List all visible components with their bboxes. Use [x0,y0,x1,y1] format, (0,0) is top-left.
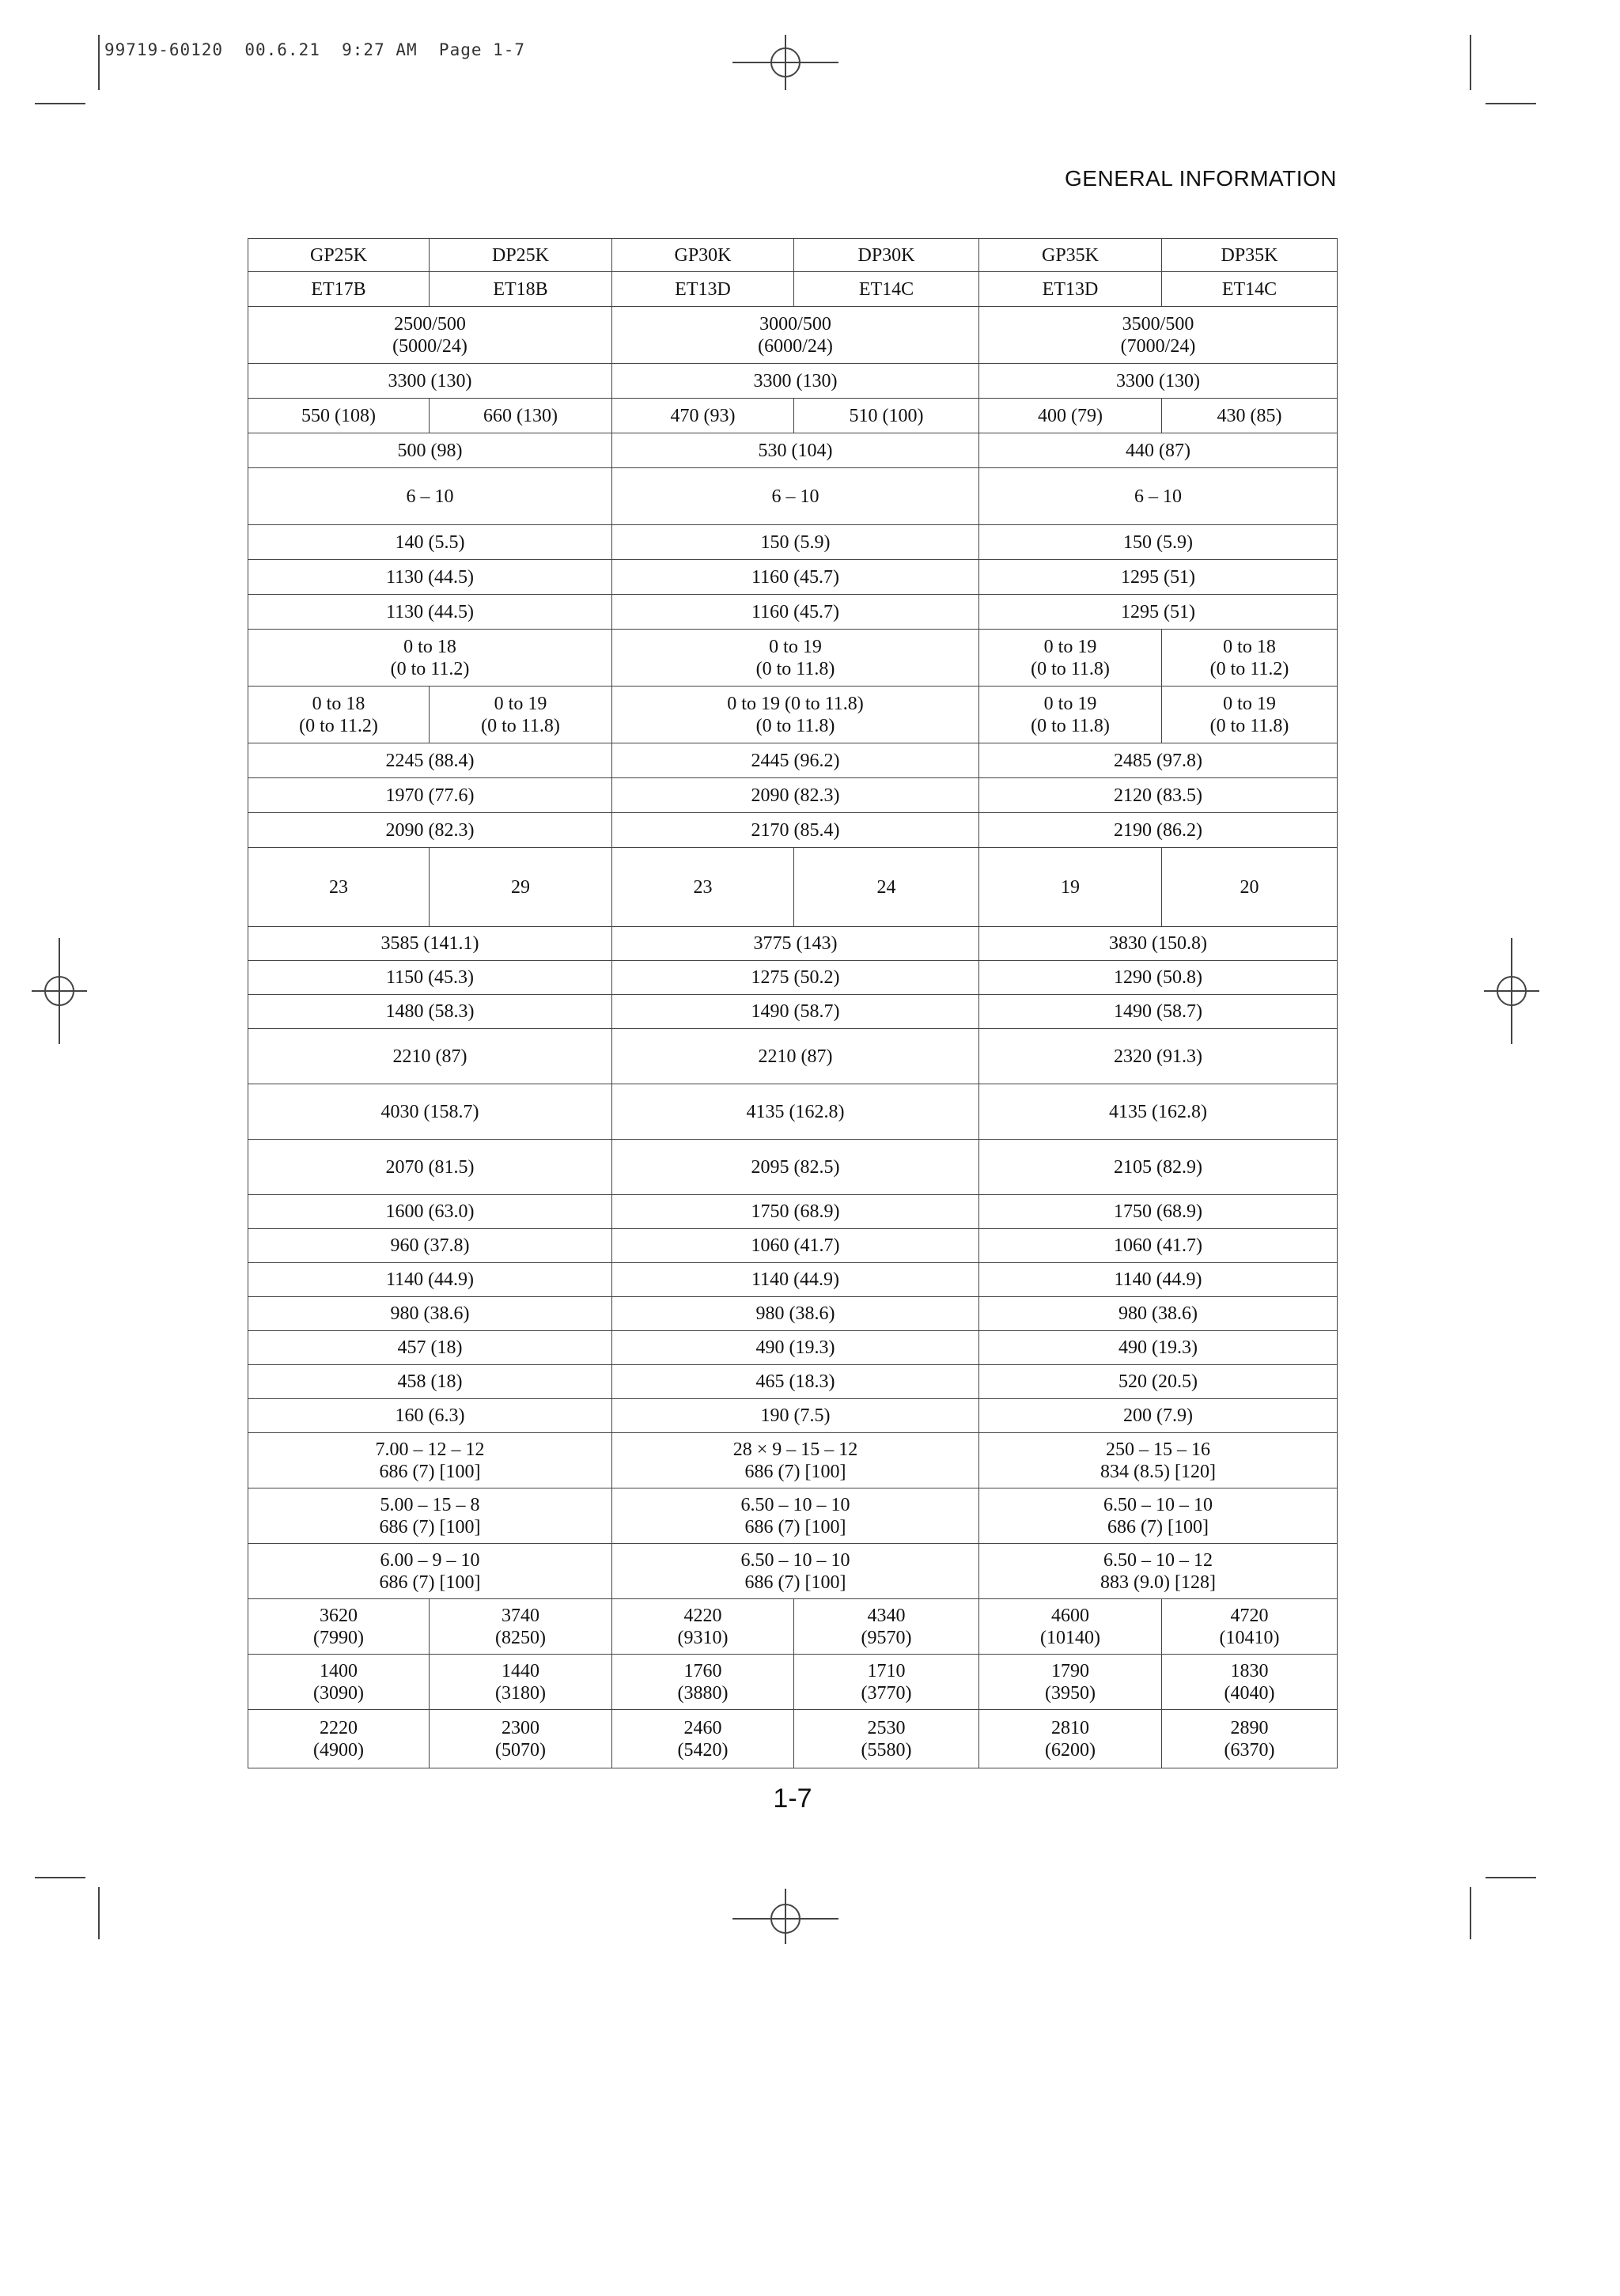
spec-value-cell: 140 (5.5) [248,525,612,560]
spec-value-cell: 3620 (7990) [248,1599,430,1655]
spec-value-cell: 200 (7.9) [979,1399,1338,1433]
spec-value-cell: 1160 (45.7) [612,595,979,630]
spec-value-cell: 250 – 15 – 16 834 (8.5) [120] [979,1433,1338,1488]
spec-row [248,961,1338,995]
spec-row [248,1599,1338,1655]
spec-value-cell: 1970 (77.6) [248,778,612,813]
spec-value-cell: 1790 (3950) [979,1655,1162,1710]
spec-value-cell: 1480 (58.3) [248,995,612,1029]
spec-value-cell: 3740 (8250) [430,1599,612,1655]
spec-value-cell: 1760 (3880) [612,1655,794,1710]
spec-value-cell: 1440 (3180) [430,1655,612,1710]
spec-value-cell: 1160 (45.7) [612,560,979,595]
spec-value-cell: 3830 (150.8) [979,927,1338,961]
spec-value-cell: 4600 (10140) [979,1599,1162,1655]
spec-value-cell: 457 (18) [248,1331,612,1365]
variant-cell: ET13D [612,272,794,307]
spec-value-cell: 4220 (9310) [612,1599,794,1655]
spec-value-cell: 2210 (87) [248,1029,612,1084]
spec-value-cell: 6.50 – 10 – 10 686 (7) [100] [612,1544,979,1599]
variant-cell: ET18B [430,272,612,307]
spec-value-cell: 1830 (4040) [1162,1655,1338,1710]
spec-value-cell: 19 [979,848,1162,927]
spec-value-cell: 470 (93) [612,399,794,433]
spec-row [248,1365,1338,1399]
spec-value-cell: 2890 (6370) [1162,1710,1338,1768]
spec-value-cell: 4135 (162.8) [979,1084,1338,1140]
spec-value-cell: 2445 (96.2) [612,743,979,778]
registration-mark-left-circle [44,976,74,1006]
crop-mark-bottom-right-horizontal [1486,1877,1536,1878]
crop-mark-top-right-vertical [1470,35,1471,90]
spec-row [248,1399,1338,1433]
spec-value-cell: 0 to 18 (0 to 11.2) [248,687,430,743]
variant-cell: ET14C [1162,272,1338,307]
spec-value-cell: 500 (98) [248,433,612,468]
spec-value-cell: 20 [1162,848,1338,927]
spec-value-cell: 2485 (97.8) [979,743,1338,778]
spec-value-cell: 4135 (162.8) [612,1084,979,1140]
spec-value-cell: 0 to 19 (0 to 11.8) [430,687,612,743]
spec-row [248,778,1338,813]
spec-value-cell: 2090 (82.3) [248,813,612,848]
spec-value-cell: 0 to 19 (0 to 11.8) [979,687,1162,743]
variant-cell: ET13D [979,272,1162,307]
registration-mark-right-circle [1497,976,1527,1006]
spec-value-cell: 1295 (51) [979,560,1338,595]
spec-value-cell: 1750 (68.9) [979,1195,1338,1229]
spec-value-cell: 530 (104) [612,433,979,468]
spec-value-cell: 430 (85) [1162,399,1338,433]
spec-value-cell: 7.00 – 12 – 12 686 (7) [100] [248,1433,612,1488]
spec-value-cell: 2210 (87) [612,1029,979,1084]
spec-row [248,1488,1338,1544]
spec-value-cell: 510 (100) [794,399,979,433]
spec-value-cell: 3585 (141.1) [248,927,612,961]
crop-mark-bottom-left-horizontal [35,1877,85,1878]
spec-value-cell: 1275 (50.2) [612,961,979,995]
spec-value-cell: 0 to 19 (0 to 11.8) (0 to 11.8) [612,687,979,743]
spec-value-cell: 1140 (44.9) [979,1263,1338,1297]
spec-row [248,1029,1338,1084]
model-cell: DP30K [794,239,979,272]
crop-mark-top-left-horizontal [35,103,85,104]
specification-table [248,238,1338,1768]
spec-value-cell: 4340 (9570) [794,1599,979,1655]
spec-row [248,995,1338,1029]
spec-value-cell: 2170 (85.4) [612,813,979,848]
spec-row [248,1084,1338,1140]
spec-value-cell: 960 (37.8) [248,1229,612,1263]
spec-value-cell: 6 – 10 [612,468,979,525]
spec-row [248,1195,1338,1229]
spec-row [248,560,1338,595]
spec-value-cell: 2300 (5070) [430,1710,612,1768]
spec-row [248,399,1338,433]
spec-value-cell: 150 (5.9) [979,525,1338,560]
spec-value-cell: 980 (38.6) [612,1297,979,1331]
spec-value-cell: 150 (5.9) [612,525,979,560]
spec-value-cell: 1140 (44.9) [248,1263,612,1297]
spec-value-cell: 23 [248,848,430,927]
spec-row [248,927,1338,961]
spec-value-cell: 1490 (58.7) [612,995,979,1029]
spec-value-cell: 2190 (86.2) [979,813,1338,848]
spec-row [248,525,1338,560]
spec-value-cell: 6.00 – 9 – 10 686 (7) [100] [248,1544,612,1599]
model-cell: DP35K [1162,239,1338,272]
spec-value-cell: 0 to 18 (0 to 11.2) [1162,630,1338,687]
spec-value-cell: 6 – 10 [979,468,1338,525]
spec-row [248,595,1338,630]
spec-value-cell: 1060 (41.7) [612,1229,979,1263]
spec-value-cell: 520 (20.5) [979,1365,1338,1399]
spec-value-cell: 1150 (45.3) [248,961,612,995]
spec-row [248,468,1338,525]
spec-value-cell: 0 to 19 (0 to 11.8) [979,630,1162,687]
spec-value-cell: 29 [430,848,612,927]
spec-value-cell: 1130 (44.5) [248,560,612,595]
spec-value-cell: 2120 (83.5) [979,778,1338,813]
spec-value-cell: 1400 (3090) [248,1655,430,1710]
spec-value-cell: 28 × 9 – 15 – 12 686 (7) [100] [612,1433,979,1488]
spec-value-cell: 400 (79) [979,399,1162,433]
spec-value-cell: 1710 (3770) [794,1655,979,1710]
spec-value-cell: 6.50 – 10 – 12 883 (9.0) [128] [979,1544,1338,1599]
spec-value-cell: 3300 (130) [612,364,979,399]
spec-row [248,1710,1338,1768]
spec-value-cell: 2070 (81.5) [248,1140,612,1195]
section-title: GENERAL INFORMATION [1065,166,1337,191]
spec-value-cell: 3000/500 (6000/24) [612,307,979,364]
spec-value-cell: 1490 (58.7) [979,995,1338,1029]
spec-value-cell: 6.50 – 10 – 10 686 (7) [100] [612,1488,979,1544]
spec-value-cell: 3300 (130) [979,364,1338,399]
spec-row [248,1544,1338,1599]
spec-value-cell: 23 [612,848,794,927]
spec-row [248,630,1338,687]
spec-value-cell: 1295 (51) [979,595,1338,630]
print-slug-line: 99719-60120 00.6.21 9:27 AM Page 1-7 [104,40,526,59]
spec-value-cell: 2500/500 (5000/24) [248,307,612,364]
spec-value-cell: 440 (87) [979,433,1338,468]
spec-value-cell: 1140 (44.9) [612,1263,979,1297]
variant-cell: ET14C [794,272,979,307]
spec-row [248,364,1338,399]
spec-row [248,1433,1338,1488]
spec-row [248,743,1338,778]
spec-value-cell: 2810 (6200) [979,1710,1162,1768]
spec-value-cell: 490 (19.3) [612,1331,979,1365]
spec-value-cell: 2460 (5420) [612,1710,794,1768]
spec-value-cell: 980 (38.6) [979,1297,1338,1331]
spec-value-cell: 6 – 10 [248,468,612,525]
spec-value-cell: 2220 (4900) [248,1710,430,1768]
crop-mark-bottom-right-vertical [1470,1887,1471,1939]
spec-value-cell: 458 (18) [248,1365,612,1399]
spec-value-cell: 0 to 18 (0 to 11.2) [248,630,612,687]
spec-value-cell: 3775 (143) [612,927,979,961]
spec-value-cell: 1290 (50.8) [979,961,1338,995]
spec-row [248,687,1338,743]
spec-row [248,1263,1338,1297]
model-cell: GP35K [979,239,1162,272]
spec-row [248,433,1338,468]
spec-value-cell: 2530 (5580) [794,1710,979,1768]
registration-mark-top-circle [770,47,801,78]
variant-cell: ET17B [248,272,430,307]
spec-value-cell: 2105 (82.9) [979,1140,1338,1195]
spec-value-cell: 1600 (63.0) [248,1195,612,1229]
crop-mark-bottom-left-vertical [98,1887,100,1939]
spec-value-cell: 2090 (82.3) [612,778,979,813]
registration-mark-bottom-circle [770,1904,801,1934]
spec-value-cell: 6.50 – 10 – 10 686 (7) [100] [979,1488,1338,1544]
spec-value-cell: 1060 (41.7) [979,1229,1338,1263]
spec-value-cell: 0 to 19 (0 to 11.8) [1162,687,1338,743]
crop-mark-top-right-horizontal [1486,103,1536,104]
spec-row [248,1229,1338,1263]
spec-row [248,813,1338,848]
spec-value-cell: 4030 (158.7) [248,1084,612,1140]
specification-table-body [248,239,1338,1768]
spec-row [248,848,1338,927]
spec-row [248,1655,1338,1710]
spec-value-cell: 980 (38.6) [248,1297,612,1331]
spec-value-cell: 5.00 – 15 – 8 686 (7) [100] [248,1488,612,1544]
model-cell: DP25K [430,239,612,272]
spec-row [248,1331,1338,1365]
model-header-row [248,239,1338,272]
page-number: 1-7 [773,1783,812,1814]
spec-row [248,1140,1338,1195]
model-cell: GP30K [612,239,794,272]
spec-value-cell: 4720 (10410) [1162,1599,1338,1655]
spec-value-cell: 0 to 19 (0 to 11.8) [612,630,979,687]
spec-value-cell: 2320 (91.3) [979,1029,1338,1084]
spec-value-cell: 2245 (88.4) [248,743,612,778]
spec-value-cell: 490 (19.3) [979,1331,1338,1365]
spec-value-cell: 3300 (130) [248,364,612,399]
spec-value-cell: 2095 (82.5) [612,1140,979,1195]
spec-value-cell: 1750 (68.9) [612,1195,979,1229]
crop-mark-top-left-vertical [98,35,100,90]
spec-row [248,1297,1338,1331]
spec-value-cell: 160 (6.3) [248,1399,612,1433]
spec-value-cell: 1130 (44.5) [248,595,612,630]
spec-value-cell: 550 (108) [248,399,430,433]
spec-value-cell: 24 [794,848,979,927]
spec-row [248,307,1338,364]
spec-value-cell: 3500/500 (7000/24) [979,307,1338,364]
spec-value-cell: 190 (7.5) [612,1399,979,1433]
model-cell: GP25K [248,239,430,272]
variant-header-row [248,272,1338,307]
spec-value-cell: 660 (130) [430,399,612,433]
spec-value-cell: 465 (18.3) [612,1365,979,1399]
